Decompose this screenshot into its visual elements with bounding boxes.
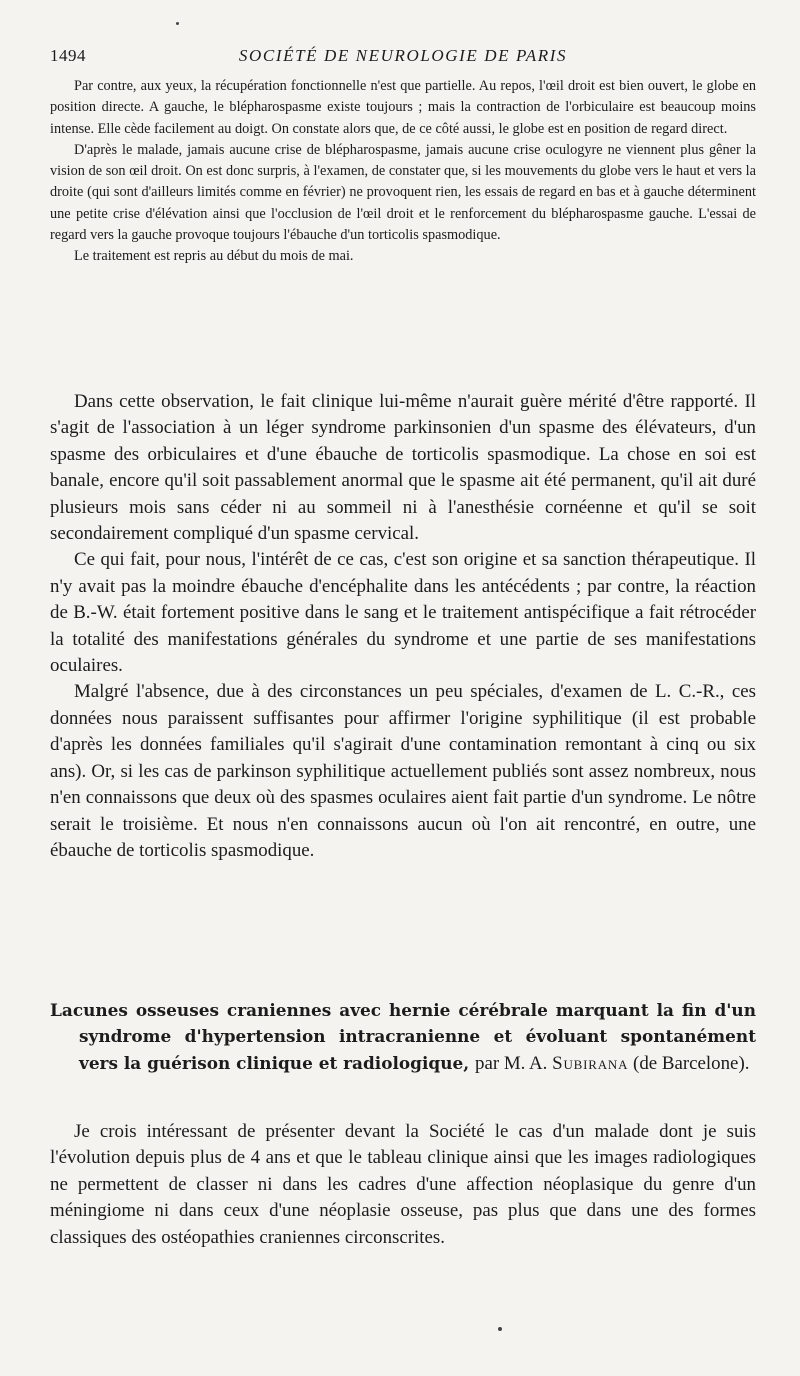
page-header: [50, 46, 756, 70]
running-title: SOCIÉTÉ DE NEUROLOGIE DE PARIS: [238, 46, 568, 65]
body-paragraph: Ce qui fait, pour nous, l'intérêt de ce cas, c'est son origine et sa sanction thérapeutique. Il n'y avait pas la moindre ébauche d'encéphalite dans les antécédents ; par contre, la réaction de B.-W. était fortement positive dans le sang et le traitement antispécifique a fait rétrocéder la totalité des manifestations générales du syndrome et une partie de ses manifestations oculaires.: [50, 549, 756, 677]
case-report-small-text: [50, 76, 756, 268]
small-paragraph: Par contre, aux yeux, la récupération fonctionnelle n'est que partielle. Au repos, l'œil droit est bien ouvert, le globe en position directe. A gauche, le blépharospasme existe toujours ; mais la contraction de l'orbiculaire est beaucoup moins intense. Elle cède facilement au doigt. On constate alors que, de ce côté aussi, le globe est en position de regard direct.: [50, 78, 756, 137]
print-speck: [176, 22, 179, 25]
article-heading: [50, 997, 756, 1077]
article-title: Lacunes osseuses craniennes avec hernie cérébrale marquant la fin d'un syndrome d'hypertension intracranienne et évoluant spontanément vers la guérison clinique et radiologique,: [50, 1000, 756, 1073]
page-number: 1494: [50, 46, 86, 65]
byline: [475, 1053, 749, 1074]
print-speck: [498, 1327, 502, 1331]
body-paragraph: Je crois intéressant de présenter devant la Société le cas d'un malade dont je suis l'évolution depuis plus de 4 ans et que le tableau clinique ainsi que les images radiologiques ne permettent de classer ni dans les cadres d'une affection néoplasique du genre d'un méningiome ni dans ceux d'une néoplasie osseuse, pas plus que dans une des formes classiques des ostéopathies craniennes circonscrites.: [50, 1121, 756, 1248]
body-paragraph: Malgré l'absence, due à des circonstances un peu spéciales, d'examen de L. C.-R., ces données nous paraissent suffisantes pour affirmer l'origine syphilitique (il est probable d'après les données familiales qu'il s'agirait d'une contamination remontant à cinq ou six ans). Or, si les cas de parkinson syphilitique actuellement publiés sont assez nombreux, nous n'en connaissons que deux où des spasmes oculaires aient fait partie d'un syndrome. Le nôtre serait le troisième. Et nous n'en connaissons aucun où l'on ait rencontré, en outre, une ébauche de torticolis spasmodique.: [50, 681, 756, 861]
discussion-text: [50, 389, 756, 864]
small-paragraph: Le traitement est repris au début du mois de mai.: [74, 248, 354, 265]
body-paragraph: Dans cette observation, le fait clinique lui-même n'aurait guère mérité d'être rapporté. Il s'agit de l'association à un léger syndrome parkinsonien d'un spasme des élévateurs, d'un spasme des orbiculaires et d'une ébauche de torticolis spasmodique. La chose en soi est banale, encore qu'il soit passablement anormal que le spasme ait été permanent, qu'il ait duré plusieurs mois sans céder ni au sommeil ni à l'anesthésie cornéenne et qu'il se soit secondairement compliqué d'un spasme cervical.: [50, 391, 756, 545]
small-paragraph: D'après le malade, jamais aucune crise de blépharospasme, jamais aucune crise oculogyre ne viennent plus gêner la vision de son œil droit. On est donc surpris, à l'examen, de constater que, si les mouvements du globe vers le haut et vers la droite (qui sont d'ailleurs limités comme en février) ne provoquent rien, les essais de regard en bas et à gauche déterminent une petite crise d'élévation ainsi que l'occlusion de l'œil droit et le renforcement du blépharospasme gauche. L'essai de regard vers la gauche provoque toujours l'ébauche d'un torticolis spasmodique.: [50, 141, 756, 244]
article-title-line: [50, 997, 756, 1077]
author-affiliation: (de Barcelone).: [633, 1052, 750, 1074]
byline-prefix: par M. A.: [475, 1052, 548, 1074]
author-name: Subirana: [552, 1052, 629, 1074]
article-body: [50, 1119, 756, 1251]
